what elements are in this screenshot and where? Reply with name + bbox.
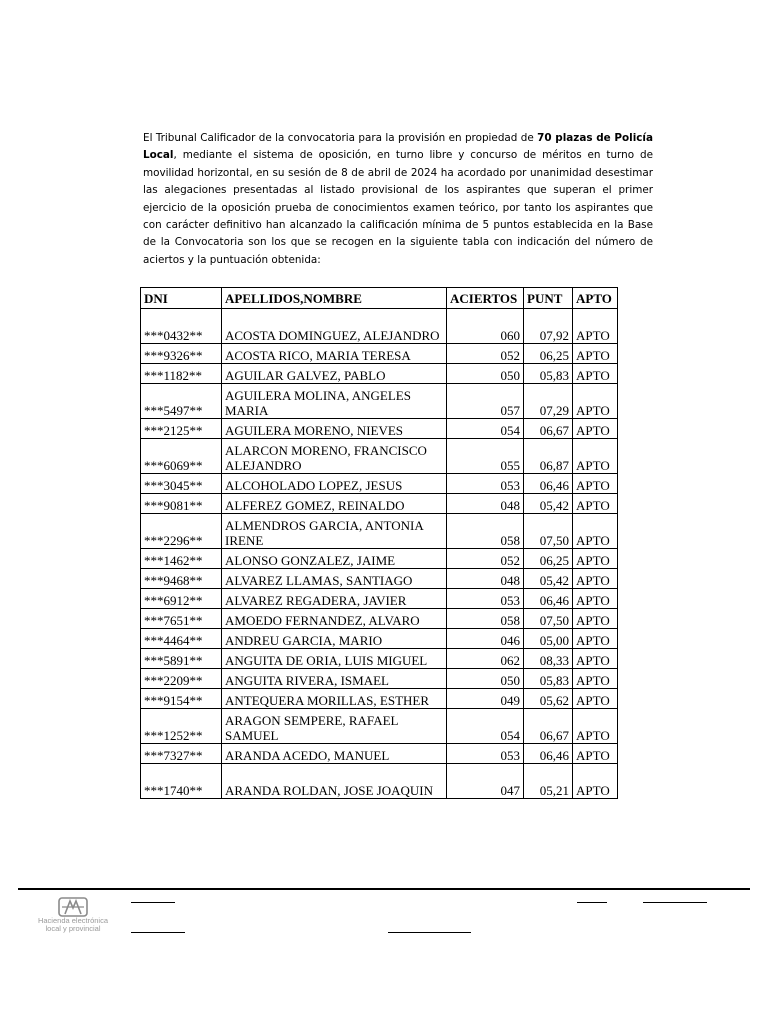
cell-score: 05,62 bbox=[524, 689, 573, 709]
results-table bbox=[140, 287, 618, 799]
cell-apt: APTO bbox=[573, 549, 618, 569]
table-header-row bbox=[141, 288, 618, 309]
cell-apt: APTO bbox=[573, 384, 618, 419]
cell-name: ACOSTA RICO, MARIA TERESA bbox=[222, 344, 447, 364]
cell-apt: APTO bbox=[573, 744, 618, 764]
table-row bbox=[141, 609, 618, 629]
cell-hits: 047 bbox=[447, 764, 524, 799]
cell-name: ALMENDROS GARCIA, ANTONIA IRENE bbox=[222, 514, 447, 549]
cell-score: 06,46 bbox=[524, 744, 573, 764]
cell-apt: APTO bbox=[573, 709, 618, 744]
cell-apt: APTO bbox=[573, 609, 618, 629]
header-hits: ACIERTOS bbox=[447, 288, 524, 309]
cell-apt: APTO bbox=[573, 309, 618, 344]
signature-line bbox=[131, 902, 175, 903]
cell-score: 07,92 bbox=[524, 309, 573, 344]
cell-score: 05,21 bbox=[524, 764, 573, 799]
table-row bbox=[141, 649, 618, 669]
logo-title-line2: local y provincial bbox=[45, 924, 101, 933]
cell-name: ARAGON SEMPERE, RAFAEL SAMUEL bbox=[222, 709, 447, 744]
cell-hits: 062 bbox=[447, 649, 524, 669]
cell-dni: ***1740** bbox=[141, 764, 222, 799]
cell-apt: APTO bbox=[573, 514, 618, 549]
header-dni: DNI bbox=[141, 288, 222, 309]
cell-score: 06,46 bbox=[524, 589, 573, 609]
cell-score: 05,42 bbox=[524, 569, 573, 589]
cell-dni: ***7651** bbox=[141, 609, 222, 629]
signature-line bbox=[577, 902, 607, 903]
cell-apt: APTO bbox=[573, 589, 618, 609]
cell-name: ANTEQUERA MORILLAS, ESTHER bbox=[222, 689, 447, 709]
footer-rule bbox=[18, 888, 750, 890]
cell-apt: APTO bbox=[573, 474, 618, 494]
cell-hits: 048 bbox=[447, 494, 524, 514]
cell-apt: APTO bbox=[573, 364, 618, 384]
cell-apt: APTO bbox=[573, 569, 618, 589]
table-row bbox=[141, 569, 618, 589]
table-row bbox=[141, 439, 618, 474]
hacienda-emblem-icon bbox=[58, 897, 88, 917]
cell-dni: ***2209** bbox=[141, 669, 222, 689]
cell-name: AMOEDO FERNANDEZ, ALVARO bbox=[222, 609, 447, 629]
cell-score: 06,87 bbox=[524, 439, 573, 474]
cell-hits: 060 bbox=[447, 309, 524, 344]
cell-hits: 053 bbox=[447, 589, 524, 609]
cell-name: ANGUITA RIVERA, ISMAEL bbox=[222, 669, 447, 689]
cell-name: AGUILERA MOLINA, ANGELES MARIA bbox=[222, 384, 447, 419]
table-row bbox=[141, 474, 618, 494]
cell-score: 07,50 bbox=[524, 609, 573, 629]
cell-dni: ***7327** bbox=[141, 744, 222, 764]
table-row bbox=[141, 494, 618, 514]
cell-hits: 054 bbox=[447, 709, 524, 744]
cell-score: 06,25 bbox=[524, 549, 573, 569]
cell-dni: ***1252** bbox=[141, 709, 222, 744]
notice-text-rest: , mediante el sistema de oposición, en turno libre y concurso de méritos en turno de movilidad horizontal, en su sesión de 8 de abril de 2024 ha acordado por unanimidad desestimar las alegaciones presentadas al listado provisional de los aspirantes que superan el primer ejercicio de la oposición prueba de conocimientos examen teórico, por tanto los aspirantes que con carácter definitivo han alcanzado la calificación mínima de 5 puntos establecida en la Base de la Convocatoria son los que se recogen en la siguiente tabla con indicación del número de aciertos y la puntuación obtenida: bbox=[143, 149, 653, 266]
cell-score: 05,00 bbox=[524, 629, 573, 649]
cell-hits: 058 bbox=[447, 609, 524, 629]
table-row bbox=[141, 669, 618, 689]
cell-name: ALVAREZ LLAMAS, SANTIAGO bbox=[222, 569, 447, 589]
cell-score: 06,67 bbox=[524, 709, 573, 744]
cell-hits: 050 bbox=[447, 669, 524, 689]
header-score: PUNT bbox=[524, 288, 573, 309]
cell-hits: 057 bbox=[447, 384, 524, 419]
cell-dni: ***5891** bbox=[141, 649, 222, 669]
cell-name: ACOSTA DOMINGUEZ, ALEJANDRO bbox=[222, 309, 447, 344]
table-row bbox=[141, 744, 618, 764]
cell-dni: ***9468** bbox=[141, 569, 222, 589]
table-row bbox=[141, 419, 618, 439]
notice-bold-places: 70 plazas de Policía Local bbox=[143, 132, 653, 162]
cell-name: ALVAREZ REGADERA, JAVIER bbox=[222, 589, 447, 609]
cell-score: 06,25 bbox=[524, 344, 573, 364]
cell-score: 06,67 bbox=[524, 419, 573, 439]
cell-apt: APTO bbox=[573, 689, 618, 709]
cell-hits: 052 bbox=[447, 344, 524, 364]
cell-dni: ***1462** bbox=[141, 549, 222, 569]
notice-text-start: El Tribunal Calificador de la convocatoria para la provisión en propiedad de bbox=[143, 132, 538, 144]
cell-apt: APTO bbox=[573, 649, 618, 669]
cell-score: 06,46 bbox=[524, 474, 573, 494]
cell-score: 05,42 bbox=[524, 494, 573, 514]
cell-apt: APTO bbox=[573, 439, 618, 474]
table-row bbox=[141, 384, 618, 419]
cell-name: ALARCON MORENO, FRANCISCO ALEJANDRO bbox=[222, 439, 447, 474]
cell-name: ARANDA ACEDO, MANUEL bbox=[222, 744, 447, 764]
cell-dni: ***3045** bbox=[141, 474, 222, 494]
table-row bbox=[141, 629, 618, 649]
cell-name: ANDREU GARCIA, MARIO bbox=[222, 629, 447, 649]
table-row bbox=[141, 589, 618, 609]
cell-name: ALFEREZ GOMEZ, REINALDO bbox=[222, 494, 447, 514]
cell-name: ALONSO GONZALEZ, JAIME bbox=[222, 549, 447, 569]
cell-dni: ***9081** bbox=[141, 494, 222, 514]
cell-name: ANGUITA DE ORIA, LUIS MIGUEL bbox=[222, 649, 447, 669]
cell-hits: 054 bbox=[447, 419, 524, 439]
logo-title-line1: Hacienda electrónica bbox=[37, 916, 109, 925]
cell-hits: 049 bbox=[447, 689, 524, 709]
cell-hits: 048 bbox=[447, 569, 524, 589]
cell-hits: 053 bbox=[447, 744, 524, 764]
cell-dni: ***4464** bbox=[141, 629, 222, 649]
table-row bbox=[141, 709, 618, 744]
hacienda-logo bbox=[30, 897, 116, 943]
cell-score: 05,83 bbox=[524, 669, 573, 689]
cell-dni: ***0432** bbox=[141, 309, 222, 344]
cell-score: 08,33 bbox=[524, 649, 573, 669]
cell-name: AGUILAR GALVEZ, PABLO bbox=[222, 364, 447, 384]
cell-apt: APTO bbox=[573, 629, 618, 649]
cell-hits: 046 bbox=[447, 629, 524, 649]
cell-apt: APTO bbox=[573, 764, 618, 799]
signature-line bbox=[388, 932, 471, 933]
cell-dni: ***5497** bbox=[141, 384, 222, 419]
cell-hits: 052 bbox=[447, 549, 524, 569]
table-row bbox=[141, 549, 618, 569]
table-row bbox=[141, 344, 618, 364]
table-row bbox=[141, 764, 618, 799]
cell-name: ARANDA ROLDAN, JOSE JOAQUIN bbox=[222, 764, 447, 799]
signature-line bbox=[131, 932, 185, 933]
table-row bbox=[141, 689, 618, 709]
table-row bbox=[141, 309, 618, 344]
cell-apt: APTO bbox=[573, 669, 618, 689]
cell-dni: ***2125** bbox=[141, 419, 222, 439]
cell-apt: APTO bbox=[573, 494, 618, 514]
cell-name: AGUILERA MORENO, NIEVES bbox=[222, 419, 447, 439]
table-row bbox=[141, 514, 618, 549]
cell-dni: ***2296** bbox=[141, 514, 222, 549]
cell-dni: ***6912** bbox=[141, 589, 222, 609]
header-apt: APTO bbox=[573, 288, 618, 309]
cell-hits: 053 bbox=[447, 474, 524, 494]
cell-dni: ***9326** bbox=[141, 344, 222, 364]
cell-dni: ***9154** bbox=[141, 689, 222, 709]
cell-score: 07,29 bbox=[524, 384, 573, 419]
header-name: APELLIDOS,NOMBRE bbox=[222, 288, 447, 309]
cell-score: 07,50 bbox=[524, 514, 573, 549]
notice-paragraph bbox=[143, 130, 653, 269]
cell-dni: ***6069** bbox=[141, 439, 222, 474]
table-row bbox=[141, 364, 618, 384]
cell-hits: 050 bbox=[447, 364, 524, 384]
cell-name: ALCOHOLADO LOPEZ, JESUS bbox=[222, 474, 447, 494]
signature-line bbox=[643, 902, 707, 903]
cell-dni: ***1182** bbox=[141, 364, 222, 384]
cell-hits: 055 bbox=[447, 439, 524, 474]
cell-hits: 058 bbox=[447, 514, 524, 549]
cell-apt: APTO bbox=[573, 344, 618, 364]
cell-apt: APTO bbox=[573, 419, 618, 439]
cell-score: 05,83 bbox=[524, 364, 573, 384]
